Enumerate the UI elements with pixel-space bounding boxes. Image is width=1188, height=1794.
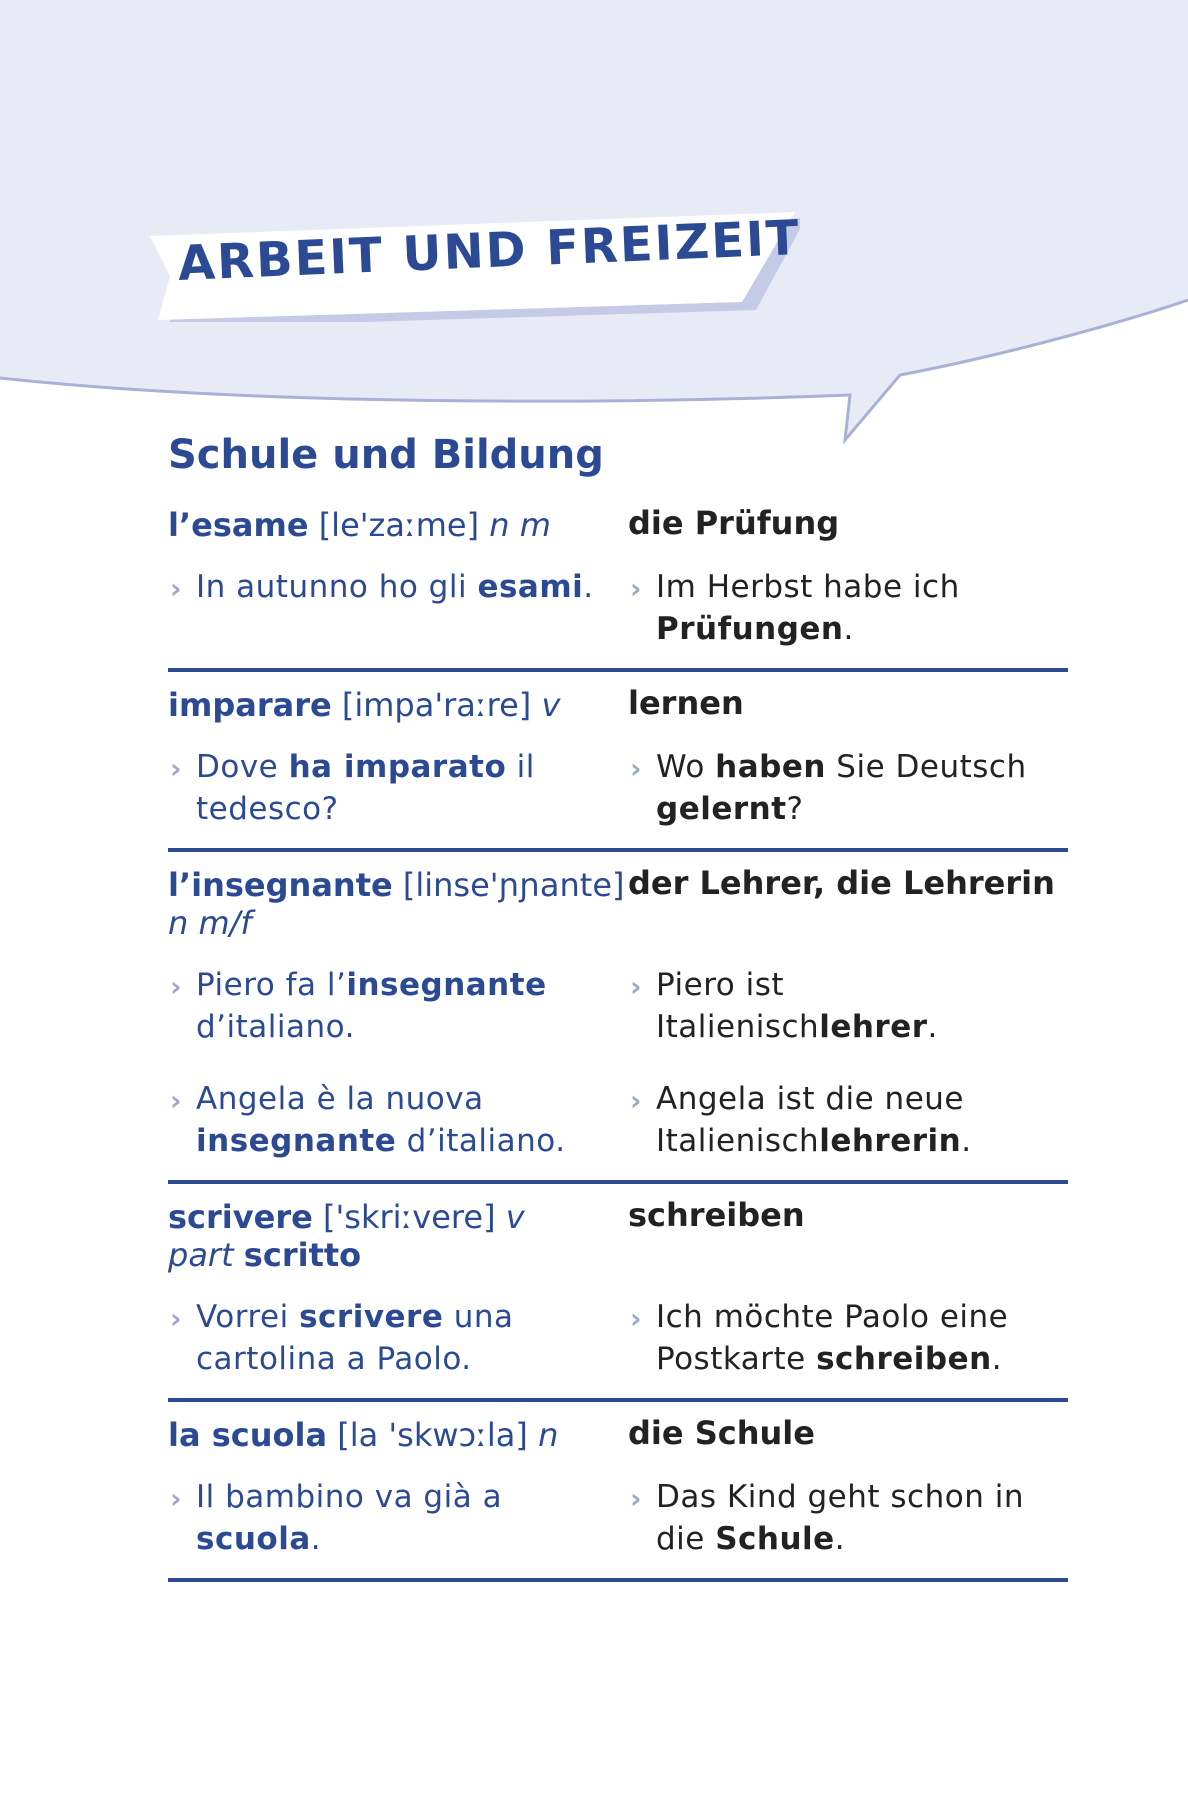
vocabulary-list xyxy=(168,492,1068,1582)
example-sentence: › Dove ha imparato il tedesco? xyxy=(170,749,535,827)
chevron-right-icon: › xyxy=(170,970,183,1003)
entry-head-row xyxy=(168,1196,1068,1274)
example-row xyxy=(168,566,1068,650)
grammar-tag: v xyxy=(505,1198,525,1236)
highlighted-word: gelernt xyxy=(656,791,787,827)
example-row xyxy=(168,1078,1068,1162)
headword-lemma: imparare xyxy=(168,686,332,724)
chevron-right-icon: › xyxy=(170,752,183,785)
vocab-entry xyxy=(168,1184,1068,1402)
italian-example xyxy=(168,746,628,830)
german-example xyxy=(628,1078,1068,1162)
german-translation-cell xyxy=(628,1196,1068,1274)
german-translation: lernen xyxy=(628,684,744,722)
german-translation-cell xyxy=(628,864,1068,942)
example-sentence: › Piero ist Italienischlehrer. xyxy=(630,967,938,1045)
highlighted-word: insegnante xyxy=(346,967,547,1003)
entry-head-row xyxy=(168,684,1068,724)
pronunciation: [la 'skwɔːla] xyxy=(337,1416,528,1454)
example-row xyxy=(168,1296,1068,1380)
highlighted-word: esami xyxy=(477,569,584,605)
headword-lemma: l’insegnante xyxy=(168,866,393,904)
example-row xyxy=(168,964,1068,1048)
entry-head-row xyxy=(168,1414,1068,1454)
chapter-title: ARBEIT UND FREIZEIT xyxy=(176,209,802,292)
italian-example xyxy=(168,1476,628,1560)
highlighted-word: lehrer xyxy=(819,1009,928,1045)
example-sentence: › Das Kind geht schon in die Schule. xyxy=(630,1479,1024,1557)
highlighted-word: schreiben xyxy=(816,1341,992,1377)
chevron-right-icon: › xyxy=(630,752,643,785)
chevron-right-icon: › xyxy=(630,1482,643,1515)
example-sentence: › Il bambino va già a scuola. xyxy=(170,1479,503,1557)
grammar-tag: n m xyxy=(489,506,551,544)
italian-example xyxy=(168,1078,628,1162)
grammar-tag: n m/f xyxy=(168,904,252,942)
german-translation: die Prüfung xyxy=(628,504,840,542)
highlighted-word: ha imparato xyxy=(288,749,507,785)
highlighted-word: scrivere xyxy=(299,1299,444,1335)
headword-lemma: scrivere xyxy=(168,1198,313,1236)
headword-lemma: la scuola xyxy=(168,1416,328,1454)
german-example xyxy=(628,566,1068,650)
grammar-tag: v xyxy=(541,686,561,724)
participle-form: scritto xyxy=(243,1236,362,1274)
pronunciation: [le'zaːme] xyxy=(318,506,480,544)
entry-head-row xyxy=(168,504,1068,544)
example-sentence: › In autunno ho gli esami. xyxy=(168,566,628,608)
highlighted-word: haben xyxy=(715,749,826,785)
example-sentence: › Ich möchte Paolo eine Postkarte schreiben. xyxy=(630,1299,1009,1377)
entry-head-row xyxy=(168,864,1068,942)
italian-headword xyxy=(168,684,628,724)
pronunciation: [impa'raːre] xyxy=(341,686,532,724)
italian-headword xyxy=(168,864,628,942)
italian-example xyxy=(168,1296,628,1380)
chevron-right-icon: › xyxy=(170,572,183,605)
highlighted-word: scuola xyxy=(196,1521,311,1557)
italian-headword xyxy=(168,1196,628,1274)
german-translation-cell xyxy=(628,684,1068,724)
german-translation-cell xyxy=(628,504,1068,544)
italian-headword xyxy=(168,1414,628,1454)
german-translation-cell xyxy=(628,1414,1068,1454)
headword-lemma: l’esame xyxy=(168,506,309,544)
example-sentence: › Angela ist die neue Italienischlehrerin. xyxy=(630,1081,972,1159)
german-translation: die Schule xyxy=(628,1414,815,1452)
grammar-tag-participle: part xyxy=(168,1236,234,1274)
highlighted-word: Schule xyxy=(715,1521,835,1557)
chevron-right-icon: › xyxy=(630,1302,643,1335)
german-translation: schreiben xyxy=(628,1196,805,1234)
example-row xyxy=(168,1476,1068,1560)
vocab-entry xyxy=(168,492,1068,672)
pronunciation: ['skriːvere] xyxy=(322,1198,496,1236)
italian-example xyxy=(168,964,628,1048)
chevron-right-icon: › xyxy=(630,1084,643,1117)
italian-example xyxy=(168,566,628,650)
highlighted-word: lehrerin xyxy=(819,1123,962,1159)
grammar-tag: n xyxy=(538,1416,559,1454)
german-translation: der Lehrer, die Lehrerin xyxy=(628,864,1055,902)
example-sentence: › Piero fa l’insegnante d’italiano. xyxy=(170,967,547,1045)
highlighted-word: Prüfungen xyxy=(656,611,844,647)
vocab-entry xyxy=(168,852,1068,1184)
highlighted-word: insegnante xyxy=(196,1123,397,1159)
example-sentence: › Wo haben Sie Deutsch gelernt? xyxy=(630,749,1027,827)
german-example xyxy=(628,746,1068,830)
section-title: Schule und Bildung xyxy=(168,432,604,478)
italian-headword xyxy=(168,504,628,544)
german-example xyxy=(628,964,1068,1048)
german-example xyxy=(628,1476,1068,1560)
german-example xyxy=(628,1296,1068,1380)
vocab-entry xyxy=(168,672,1068,852)
example-sentence: › Angela è la nuova insegnante d’italiano. xyxy=(170,1081,566,1159)
chevron-right-icon: › xyxy=(170,1302,183,1335)
example-sentence: › Im Herbst habe ich Prüfungen. xyxy=(630,569,960,647)
chevron-right-icon: › xyxy=(630,970,643,1003)
pronunciation: [linse'ɲɲante] xyxy=(402,866,625,904)
vocab-entry xyxy=(168,1402,1068,1582)
example-row xyxy=(168,746,1068,830)
example-sentence: › Vorrei scrivere una cartolina a Paolo. xyxy=(170,1299,514,1377)
chevron-right-icon: › xyxy=(630,572,643,605)
chevron-right-icon: › xyxy=(170,1482,183,1515)
chevron-right-icon: › xyxy=(170,1084,183,1117)
